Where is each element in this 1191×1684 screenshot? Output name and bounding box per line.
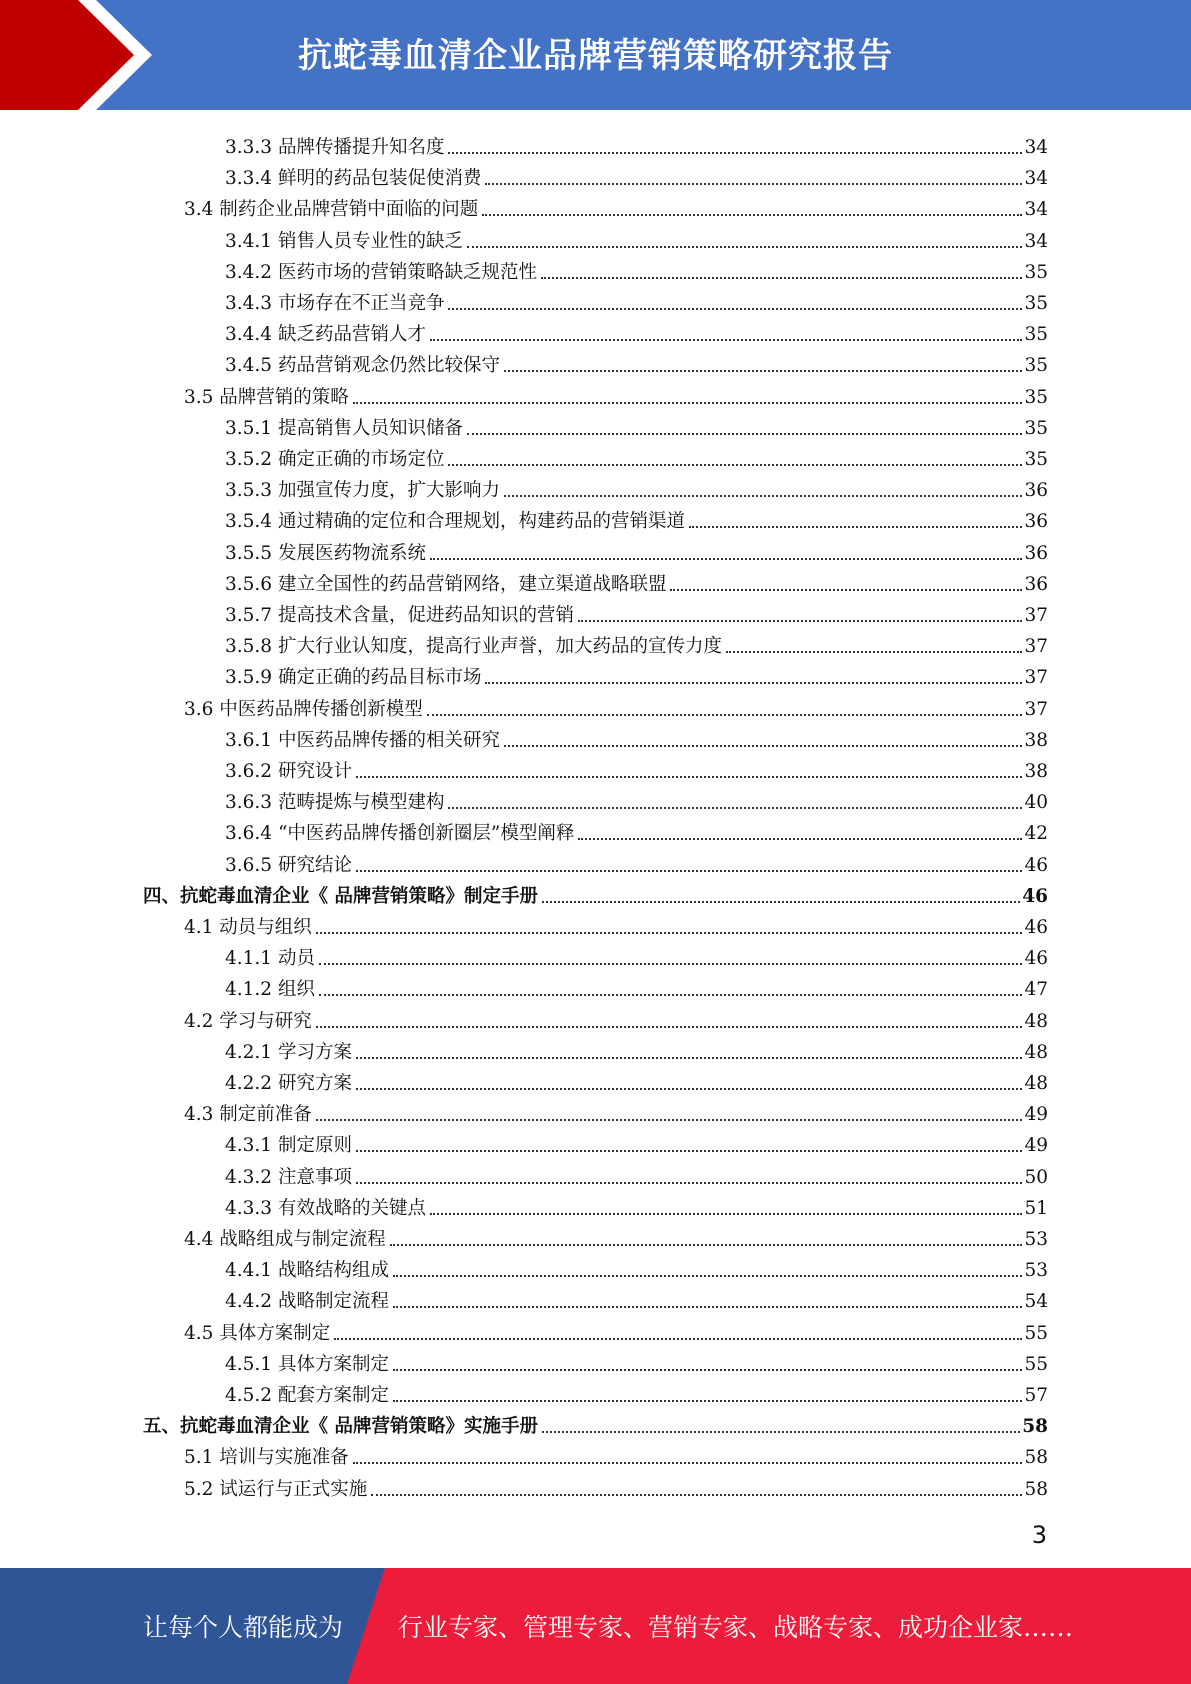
toc-dot-leader (316, 932, 1023, 934)
page-footer (0, 1568, 1191, 1684)
toc-entry-title: 4.2.2 研究方案 (225, 1073, 352, 1094)
toc-entry[interactable] (184, 1314, 1048, 1345)
toc-entry[interactable] (225, 1064, 1048, 1095)
toc-entry[interactable] (143, 1407, 1048, 1438)
toc-entry-title: 3.4.4 缺乏药品营销人才 (225, 324, 426, 346)
toc-entry-page: 36 (1024, 542, 1048, 564)
toc-dot-leader (316, 1026, 1023, 1028)
toc-entry[interactable] (225, 253, 1048, 284)
toc-entry[interactable] (225, 1158, 1048, 1189)
header-red-arrow (0, 0, 134, 110)
toc-entry-page: 55 (1024, 1322, 1048, 1344)
toc-dot-leader (393, 1369, 1022, 1371)
toc-entry-title: 3.5.4 通过精确的定位和合理规划，构建药品的营销渠道 (225, 511, 685, 533)
toc-entry-title: 3.6.4 “中医药品牌传播创新圈层”模型阐释 (225, 823, 575, 845)
toc-entry[interactable] (225, 128, 1048, 159)
toc-entry-title: 3.5.1 提高销售人员知识储备 (225, 417, 463, 439)
toc-entry-title: 四、抗蛇毒血清企业《 品牌营销策略》制定手册 (143, 885, 538, 907)
toc-entry-title: 3.6.5 研究结论 (225, 854, 352, 876)
toc-entry-page: 37 (1024, 636, 1048, 658)
toc-entry[interactable] (225, 846, 1048, 877)
toc-entry-title: 4.4.1 战略结构组成 (225, 1260, 389, 1282)
toc-dot-leader (430, 558, 1022, 560)
toc-entry-page: 42 (1024, 823, 1048, 845)
toc-entry-title: 五、抗蛇毒血清企业《 品牌营销策略》实施手册 (143, 1416, 538, 1438)
toc-entry-page: 36 (1024, 511, 1048, 533)
toc-entry-page: 36 (1024, 480, 1048, 502)
toc-entry[interactable] (184, 1470, 1048, 1501)
toc-entry-title: 4.2 学习与研究 (184, 1010, 312, 1032)
toc-entry-title: 4.5.2 配套方案制定 (225, 1385, 389, 1406)
toc-entry[interactable] (184, 1220, 1048, 1251)
toc-dot-leader (316, 1119, 1023, 1121)
toc-entry-title: 3.4.3 市场存在不正当竞争 (225, 293, 445, 314)
toc-entry[interactable] (225, 1376, 1048, 1407)
toc-entry-title: 5.2 试运行与正式实施 (184, 1478, 368, 1500)
footer-slogan-right: 行业专家、管理专家、营销专家、战略专家、成功企业家…… (398, 1613, 1074, 1642)
toc-entry-page: 34 (1024, 137, 1048, 158)
toc-dot-leader (467, 246, 1022, 248)
toc-entry[interactable] (225, 534, 1048, 565)
toc-dot-leader (393, 1306, 1022, 1308)
toc-dot-leader (353, 402, 1023, 404)
toc-dot-leader (485, 183, 1022, 185)
toc-entry[interactable] (225, 409, 1048, 440)
toc-dot-leader (356, 870, 1023, 872)
toc-entry[interactable] (225, 440, 1048, 471)
toc-entry-page: 35 (1024, 324, 1048, 346)
toc-entry-page: 58 (1022, 1416, 1048, 1438)
toc-entry[interactable] (184, 690, 1048, 721)
toc-entry-page: 34 (1024, 168, 1048, 190)
toc-dot-leader (390, 1244, 1023, 1246)
toc-entry-page: 57 (1024, 1385, 1048, 1406)
toc-entry[interactable] (225, 315, 1048, 346)
toc-entry-page: 49 (1024, 1104, 1048, 1126)
toc-entry-title: 4.3.1 制定原则 (225, 1135, 352, 1157)
toc-dot-leader (541, 277, 1022, 279)
toc-entry[interactable] (184, 378, 1048, 409)
toc-dot-leader (334, 1338, 1022, 1340)
toc-entry-title: 4.2.1 学习方案 (225, 1041, 352, 1063)
toc-entry-title: 3.4.2 医药市场的营销策略缺乏规范性 (225, 261, 537, 283)
toc-dot-leader (542, 1431, 1020, 1433)
toc-entry-title: 3.4.5 药品营销观念仍然比较保守 (225, 355, 500, 377)
toc-entry-title: 3.5.9 确定正确的药品目标市场 (225, 667, 482, 689)
toc-entry-page: 55 (1024, 1353, 1048, 1375)
toc-entry[interactable] (143, 877, 1048, 908)
toc-entry-title: 3.5.3 加强宣传力度，扩大影响力 (225, 480, 500, 502)
toc-entry[interactable] (225, 658, 1048, 689)
toc-entry-title: 3.3.4 鲜明的药品包装促使消费 (225, 168, 482, 190)
toc-entry-page: 46 (1024, 948, 1048, 970)
toc-entry-page: 48 (1024, 1073, 1048, 1094)
toc-entry-page: 47 (1024, 979, 1048, 1001)
toc-entry-page: 46 (1024, 854, 1048, 876)
toc-entry[interactable] (225, 1126, 1048, 1157)
toc-entry-title: 3.3.3 品牌传播提升知名度 (225, 137, 445, 158)
toc-entry[interactable] (184, 1002, 1048, 1033)
toc-dot-leader (467, 433, 1022, 435)
toc-dot-leader (427, 714, 1023, 716)
toc-entry-title: 4.4 战略组成与制定流程 (184, 1229, 386, 1250)
toc-entry-page: 35 (1024, 449, 1048, 470)
toc-dot-leader (485, 682, 1022, 684)
toc-entry[interactable] (225, 627, 1048, 658)
toc-entry-title: 4.4.2 战略制定流程 (225, 1291, 389, 1313)
toc-entry-page: 37 (1024, 667, 1048, 689)
toc-entry-title: 3.5.2 确定正确的市场定位 (225, 449, 445, 470)
toc-entry-title: 4.3 制定前准备 (184, 1104, 312, 1126)
toc-entry-page: 37 (1024, 605, 1048, 626)
toc-entry-page: 35 (1024, 293, 1048, 314)
toc-entry-title: 4.5.1 具体方案制定 (225, 1353, 389, 1375)
toc-dot-leader (726, 651, 1022, 653)
toc-entry-page: 34 (1024, 230, 1048, 252)
toc-entry-page: 35 (1024, 355, 1048, 377)
toc-entry-page: 46 (1024, 917, 1048, 938)
toc-entry[interactable] (225, 970, 1048, 1001)
toc-entry[interactable] (225, 1189, 1048, 1220)
toc-entry-page: 36 (1024, 573, 1048, 595)
toc-entry-title: 4.3.3 有效战略的关键点 (225, 1197, 426, 1219)
toc-entry-title: 3.5.6 建立全国性的药品营销网络，建立渠道战略联盟 (225, 573, 667, 595)
toc-dot-leader (430, 339, 1022, 341)
toc-dot-leader (430, 1213, 1022, 1215)
toc-dot-leader (319, 994, 1023, 996)
toc-dot-leader (448, 152, 1022, 154)
toc-entry-page: 48 (1024, 1041, 1048, 1063)
toc-entry-title: 3.4 制药企业品牌营销中面临的问题 (184, 199, 479, 221)
toc-entry[interactable] (184, 908, 1048, 939)
toc-entry-title: 4.3.2 注意事项 (225, 1166, 352, 1188)
toc-entry-page: 58 (1024, 1478, 1048, 1500)
toc-entry-page: 54 (1024, 1291, 1048, 1313)
toc-entry-page: 46 (1022, 885, 1048, 907)
toc-dot-leader (504, 495, 1022, 497)
toc-dot-leader (504, 745, 1022, 747)
toc-entry[interactable] (184, 1438, 1048, 1469)
toc-entry-page: 50 (1024, 1166, 1048, 1188)
toc-dot-leader (319, 963, 1023, 965)
toc-entry-page: 35 (1024, 386, 1048, 408)
toc-entry[interactable] (225, 721, 1048, 752)
toc-dot-leader (393, 1275, 1022, 1277)
toc-entry[interactable] (225, 814, 1048, 845)
toc-dot-leader (542, 901, 1020, 903)
toc-entry[interactable] (225, 752, 1048, 783)
toc-entry[interactable] (225, 284, 1048, 315)
toc-dot-leader (356, 776, 1023, 778)
toc-dot-leader (356, 1088, 1023, 1090)
toc-dot-leader (393, 1400, 1022, 1402)
toc-entry-title: 3.4.1 销售人员专业性的缺乏 (225, 230, 463, 252)
toc-entry-page: 35 (1024, 417, 1048, 439)
toc-dot-leader (578, 620, 1022, 622)
toc-entry-page: 58 (1024, 1447, 1048, 1469)
toc-entry[interactable] (225, 783, 1048, 814)
toc-entry[interactable] (225, 596, 1048, 627)
toc-entry-title: 3.5 品牌营销的策略 (184, 386, 349, 408)
toc-entry[interactable] (225, 1282, 1048, 1313)
toc-entry-title: 3.5.7 提高技术含量，促进药品知识的营销 (225, 605, 574, 626)
page-header (0, 0, 1191, 110)
footer-slogan-left: 让每个人都能成为 (143, 1613, 344, 1642)
toc-entry[interactable] (225, 471, 1048, 502)
toc-entry-page: 49 (1024, 1135, 1048, 1157)
toc-entry-title: 3.5.8 扩大行业认知度，提高行业声誉，加大药品的宣传力度 (225, 636, 722, 658)
toc-entry[interactable] (225, 222, 1048, 253)
toc-dot-leader (504, 370, 1022, 372)
toc-entry-page: 38 (1024, 729, 1048, 751)
toc-entry[interactable] (225, 1251, 1048, 1282)
toc-dot-leader (371, 1494, 1022, 1496)
toc-entry-title: 4.5 具体方案制定 (184, 1322, 331, 1344)
toc-entry-title: 3.6 中医药品牌传播创新模型 (184, 698, 423, 720)
toc-entry-title: 4.1.2 组织 (225, 979, 315, 1001)
toc-entry[interactable] (225, 502, 1048, 533)
toc-entry-page: 38 (1024, 761, 1048, 782)
toc-entry-page: 51 (1024, 1197, 1048, 1219)
toc-entry-page: 37 (1024, 698, 1048, 720)
toc-dot-leader (448, 807, 1022, 809)
toc-dot-leader (356, 1182, 1023, 1184)
toc-entry-title: 3.5.5 发展医药物流系统 (225, 542, 426, 564)
toc-entry-title: 3.6.3 范畴提炼与模型建构 (225, 792, 445, 814)
document-title: 抗蛇毒血清企业品牌营销策略研究报告 (298, 35, 893, 76)
toc-entry-page: 53 (1024, 1229, 1048, 1250)
toc-entry-page: 40 (1024, 792, 1048, 814)
toc-dot-leader (448, 464, 1022, 466)
toc-entry-page: 34 (1024, 199, 1048, 221)
toc-dot-leader (448, 308, 1022, 310)
toc-dot-leader (353, 1462, 1023, 1464)
toc-entry[interactable] (184, 190, 1048, 221)
toc-dot-leader (689, 526, 1022, 528)
toc-entry-page: 48 (1024, 1010, 1048, 1032)
toc-entry[interactable] (225, 1345, 1048, 1376)
toc-entry-title: 4.1.1 动员 (225, 948, 315, 970)
toc-dot-leader (356, 1150, 1023, 1152)
page-number: 3 (1031, 1521, 1047, 1549)
toc-entry[interactable] (184, 1095, 1048, 1126)
toc-entry[interactable] (225, 346, 1048, 377)
toc-entry[interactable] (225, 565, 1048, 596)
toc-entry[interactable] (225, 939, 1048, 970)
toc-dot-leader (482, 214, 1022, 216)
toc-entry-title: 5.1 培训与实施准备 (184, 1447, 349, 1469)
toc-entry-title: 3.6.2 研究设计 (225, 761, 352, 782)
toc-dot-leader (356, 1057, 1023, 1059)
toc-entry[interactable] (225, 1033, 1048, 1064)
toc-dot-leader (670, 589, 1022, 591)
toc-entry-page: 53 (1024, 1260, 1048, 1282)
toc-entry[interactable] (225, 159, 1048, 190)
toc-entry-page: 35 (1024, 261, 1048, 283)
toc-dot-leader (578, 838, 1022, 840)
toc-entry-title: 4.1 动员与组织 (184, 917, 312, 938)
toc-entry-title: 3.6.1 中医药品牌传播的相关研究 (225, 729, 500, 751)
